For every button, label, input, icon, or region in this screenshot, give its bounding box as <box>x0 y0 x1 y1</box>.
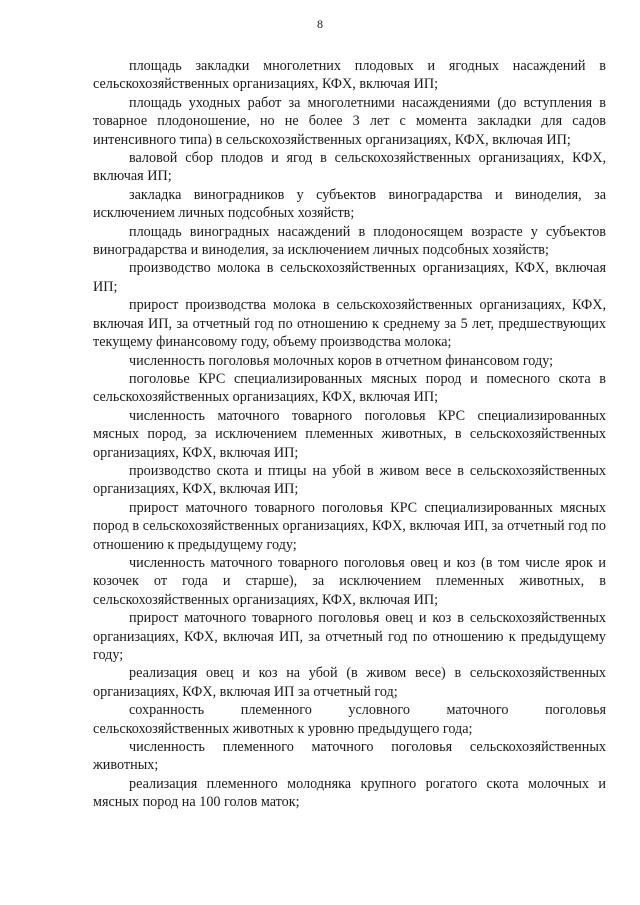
document-body <box>93 57 606 812</box>
paragraph: площадь закладки многолетних плодовых и ягодных насаждений в сельскохозяйственных организациях, КФХ, включая ИП; <box>93 58 606 93</box>
paragraph: производство скота и птицы на убой в живом весе в сельскохозяйственных организациях, КФХ, включая ИП; <box>93 462 606 498</box>
paragraph: численность маточного товарного поголовья КРС специализированных мясных пород, за исключением племенных животных, в сельскохозяйственных организациях, КФХ, включая ИП; <box>93 407 606 461</box>
paragraph: численность племенного маточного поголовья сельскохозяйственных животных; <box>93 739 606 774</box>
paragraph: площадь виноградных насаждений в плодоносящем возрасте у субъектов виноградарства и виноделия, за исключением личных подсобных хозяйств; <box>93 223 606 259</box>
paragraph: производство молока в сельскохозяйственных организациях, КФХ, включая ИП; <box>93 260 606 295</box>
paragraph: площадь уходных работ за многолетними насаждениями (до вступления в товарное плодоношение, но не более 3 лет с момента закладки для садов интенсивного типа) в сельскохозяйственных организациях, КФХ, включая ИП; <box>93 94 606 148</box>
page-number: 8 <box>317 17 323 31</box>
paragraph: валовой сбор плодов и ягод в сельскохозяйственных организациях, КФХ, включая ИП; <box>93 150 606 185</box>
paragraph: прирост производства молока в сельскохозяйственных организациях, КФХ, включая ИП, за отчетный год по отношению к среднему за 5 лет, предшествующих текущему финансовому году, объему производства молока; <box>93 297 606 351</box>
paragraph: прирост маточного товарного поголовья КРС специализированных мясных пород в сельскохозяйственных организациях, КФХ, включая ИП, за отчетный год по отношению к предыдущему году; <box>93 499 606 553</box>
paragraph: реализация племенного молодняка крупного рогатого скота молочных и мясных пород на 100 голов маток; <box>93 775 606 811</box>
paragraph: реализация овец и коз на убой (в живом весе) в сельскохозяйственных организациях, КФХ, включая ИП за отчетный год; <box>93 665 606 700</box>
paragraph: закладка виноградников у субъектов виноградарства и виноделия, за исключением личных подсобных хозяйств; <box>93 186 606 222</box>
paragraph: сохранность племенного условного маточного поголовья сельскохозяйственных животных к уровню предыдущего года; <box>93 702 606 737</box>
paragraph: прирост маточного товарного поголовья овец и коз в сельскохозяйственных организациях, КФХ, включая ИП, за отчетный год по отношению к предыдущему году; <box>93 610 606 663</box>
paragraph: численность поголовья молочных коров в отчетном финансовом году; <box>129 352 554 369</box>
paragraph: поголовье КРС специализированных мясных пород и помесного скота в сельскохозяйственных организациях, КФХ, включая ИП; <box>93 370 606 406</box>
paragraph: численность маточного товарного поголовья овец и коз (в том числе ярок и козочек от года и старше), за исключением племенных животных, в сельскохозяйственных организациях, КФХ, включая ИП; <box>93 554 606 608</box>
